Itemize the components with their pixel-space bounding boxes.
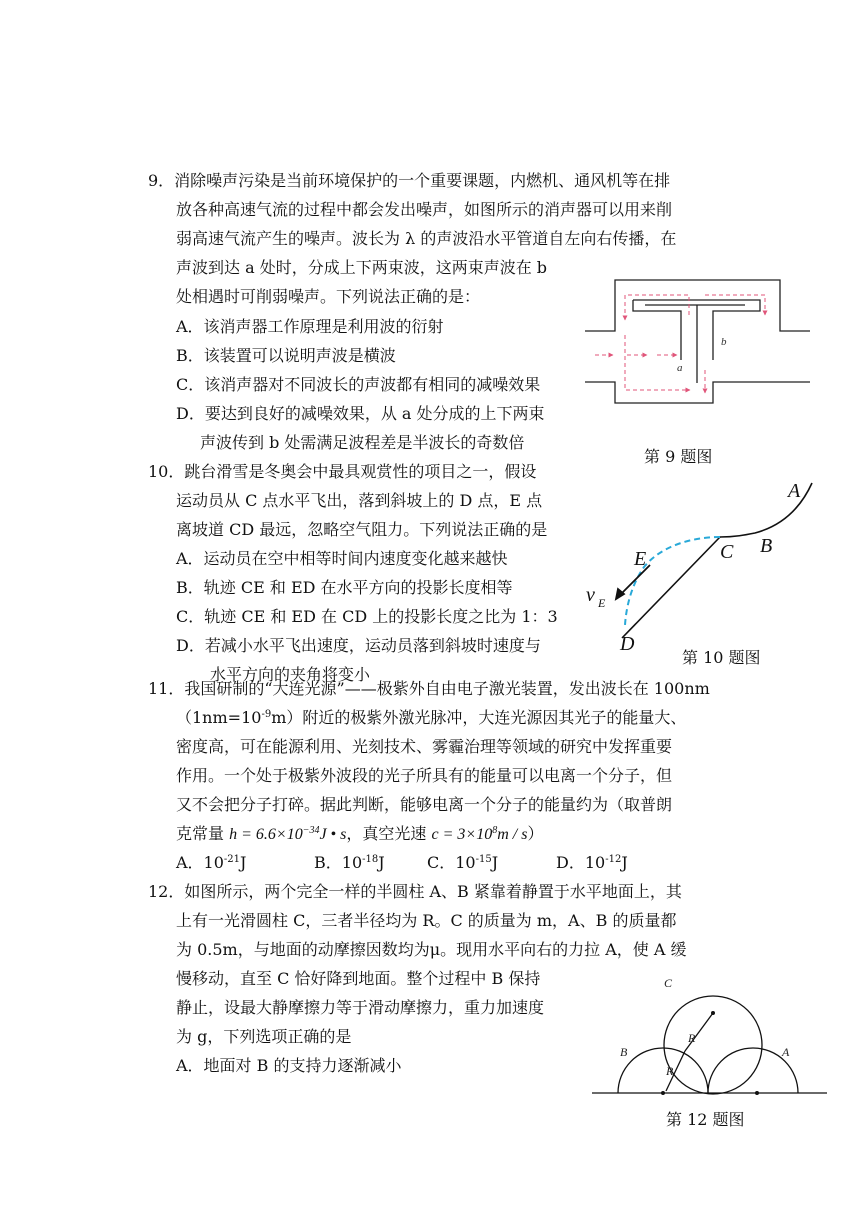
q11-line-1: 11．我国研制的“大连光源”——极紫外自由电子激光装置，发出波长在 100nm xyxy=(148,679,710,698)
label-v: v xyxy=(586,584,595,606)
q10-line-2: 运动员从 C 点水平飞出，落到斜坡上的 D 点，E 点 xyxy=(176,491,543,510)
q11-line-2 xyxy=(176,707,686,729)
planck-exp: −34 xyxy=(302,825,320,836)
q9-option-b: B．该装置可以说明声波是横波 xyxy=(176,346,396,365)
q10-option-c: C．轨迹 CE 和 ED 在 CD 上的投影长度之比为 1：3 xyxy=(176,607,558,626)
label-R-upper: R xyxy=(688,1031,696,1045)
q10-option-d: D．若减小水平飞出速度，运动员落到斜坡时速度与 xyxy=(176,636,541,655)
light-speed-unit: m / s xyxy=(497,826,528,843)
planck-value: h = 6.6×10 xyxy=(229,826,303,843)
q11-line-4: 作用。一个处于极紫外波段的光子所具有的能量可以电离一个分子，但 xyxy=(176,766,673,785)
q11-line-5: 又不会把分子打碎。据此判断，能够电离一个分子的能量约为（取普朗 xyxy=(176,795,673,814)
label-A: A xyxy=(788,480,801,502)
q10-line-3: 离坡道 CD 最远，忽略空气阻力。下列说法正确的是 xyxy=(176,520,548,539)
q9-line-4: 声波到达 a 处时，分成上下两束波，这两束声波在 b xyxy=(176,258,548,277)
light-speed-exp: 8 xyxy=(492,825,498,836)
q11-option-d: D．$10^{-12}J$ xyxy=(556,853,628,872)
q11-line-3: 密度高，可在能源利用、光刻技术、雾霾治理等领域的研究中发挥重要 xyxy=(176,737,673,756)
q11-line-2-b: m）附近的极紫外激光脉冲，大连光源因其光子的能量大、 xyxy=(271,708,687,727)
q9-option-d-cont: 声波传到 b 处需满足波程差是半波长的奇数倍 xyxy=(200,433,525,452)
q9-option-d: D．要达到良好的减噪效果，从 a 处分成的上下两束 xyxy=(176,404,545,423)
q11-line-2-exp: -9 xyxy=(261,709,272,720)
label-B: B xyxy=(620,1045,628,1059)
muffler-figure xyxy=(585,275,815,410)
q10-option-a: A．运动员在空中相等时间内速度变化越来越快 xyxy=(176,549,508,568)
q12-line-3: 为 0.5m，与地面的动摩擦因数均为μ。现用水平向右的力拉 A，使 A 缓 xyxy=(176,940,687,959)
q11-line-6 xyxy=(176,823,543,846)
label-D: D xyxy=(620,633,635,655)
q11-line-6-a: 克常量 xyxy=(176,824,225,843)
q10-option-d-cont: 水平方向的夹角将变小 xyxy=(210,665,371,684)
q10-caption: 第 10 题图 xyxy=(682,648,761,667)
label-v-sub: E xyxy=(598,596,606,610)
q9-caption: 第 9 题图 xyxy=(644,447,713,466)
q11-option-b: B．$10^{-18}J$ xyxy=(314,853,385,872)
q9-line-5: 处相遇时可削弱噪声。下列说法正确的是： xyxy=(176,287,481,306)
planck-formula xyxy=(229,826,346,843)
light-speed-formula xyxy=(432,826,528,843)
q11-line-6-b: ，真空光速 xyxy=(346,824,427,843)
q9-option-c: C．该消声器对不同波长的声波都有相同的减噪效果 xyxy=(176,375,541,394)
label-b: b xyxy=(721,336,727,348)
label-a: a xyxy=(677,362,683,374)
q12-line-1: 12．如图所示，两个完全一样的半圆柱 A、B 紧靠着静置于水平地面上，其 xyxy=(148,882,682,901)
q12-line-5: 静止，设最大静摩擦力等于滑动摩擦力，重力加速度 xyxy=(176,998,545,1017)
label-B: B xyxy=(760,535,773,557)
q11-option-a: A．$10^{-21}J$ xyxy=(176,853,247,872)
cylinders-figure xyxy=(592,965,827,1095)
q11-option-c: C．$10^{-15}J$ xyxy=(427,853,499,872)
q10-line-1: 10．跳台滑雪是冬奥会中最具观赏性的项目之一，假设 xyxy=(148,462,537,481)
q10-option-b: B．轨迹 CE 和 ED 在水平方向的投影长度相等 xyxy=(176,578,513,597)
q12-line-4: 慢移动，直至 C 恰好降到地面。整个过程中 B 保持 xyxy=(176,969,541,988)
label-C: C xyxy=(720,541,734,563)
q12-caption: 第 12 题图 xyxy=(666,1110,745,1129)
q12-line-2: 上有一光滑圆柱 C，三者半径均为 R。C 的质量为 m，A、B 的质量都 xyxy=(176,911,677,930)
q9-option-a: A．该消声器工作原理是利用波的衍射 xyxy=(176,317,444,336)
q12-option-a: A．地面对 B 的支持力逐渐减小 xyxy=(176,1056,402,1075)
q11-line-6-c: ） xyxy=(527,824,544,843)
q9-line-3: 弱高速气流产生的噪声。波长为 λ 的声波沿水平管道自左向右传播，在 xyxy=(176,229,677,248)
light-speed-value: c = 3×10 xyxy=(431,826,493,843)
label-R-lower: R xyxy=(666,1064,674,1078)
q12-line-6: 为 g，下列选项正确的是 xyxy=(176,1027,352,1046)
q11-line-2-a: （1nm=10 xyxy=(176,708,262,727)
label-E: E xyxy=(634,548,647,570)
label-C: C xyxy=(664,976,673,990)
q9-line-2: 放各种高速气流的过程中都会发出噪声，如图所示的消声器可以用来削 xyxy=(176,200,673,219)
ski-jump-figure xyxy=(580,475,820,655)
planck-unit: J • s xyxy=(319,826,347,843)
q9-line-1: 9．消除噪声污染是当前环境保护的一个重要课题，内燃机、通风机等在排 xyxy=(148,171,671,190)
label-A: A xyxy=(782,1045,790,1059)
